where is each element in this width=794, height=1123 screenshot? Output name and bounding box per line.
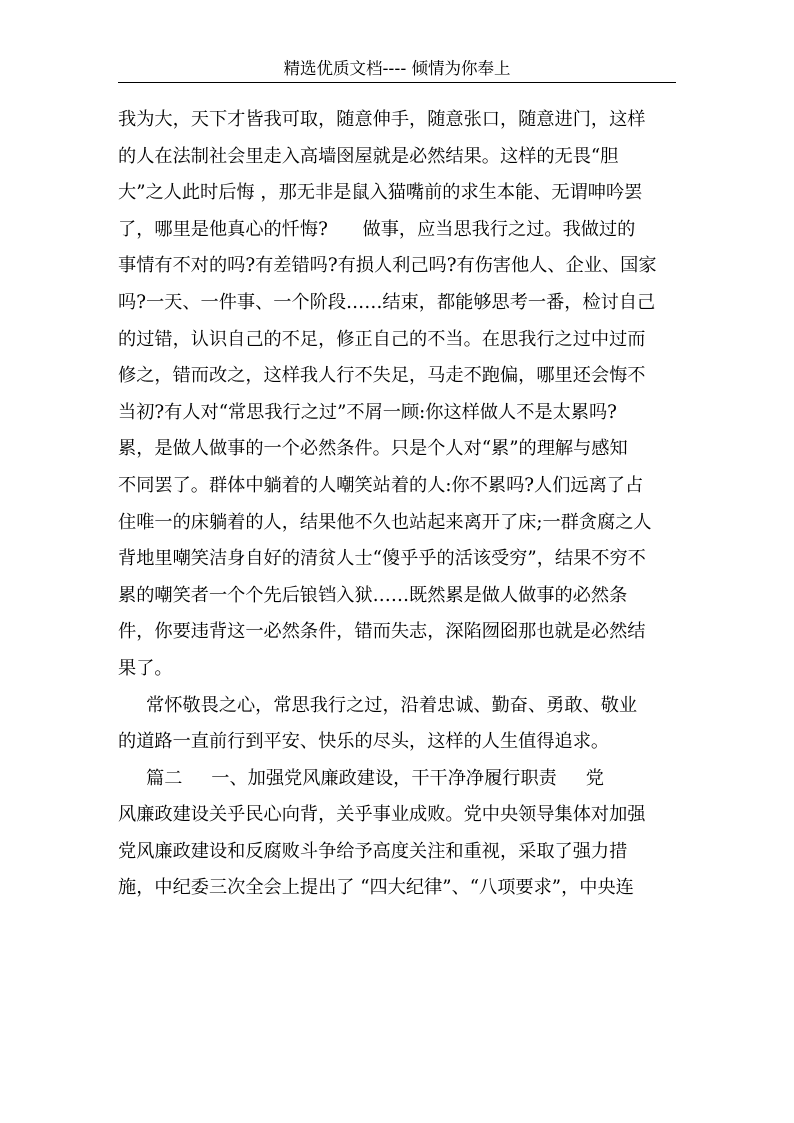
paragraph-first-line: 常怀敬畏之心，常思我行之过，沿着忠诚、勤奋、勇敢、敬业 <box>146 694 638 716</box>
text-line: 修之，错而改之，这样我人行不失足，马走不跑偏，哪里还会悔不 <box>118 365 646 387</box>
text-line: 的人在法制社会里走入高墙囹屋就是必然结果。这样的无畏“胆 <box>118 145 619 167</box>
text-line: 不同罢了。群体中躺着的人嘲笑站着的人:你不累吗?人们远离了占 <box>118 474 644 496</box>
text-line: 果了。 <box>118 657 173 679</box>
text-line: 我为大，天下才皆我可取，随意伸手，随意张口，随意进门，这样 <box>118 109 646 130</box>
text-line: 背地里嘲笑洁身自好的清贫人士“傻乎乎的活该受穷”，结果不穷不 <box>118 548 646 570</box>
text-line: 的过错，认识自己的不足，修正自己的不当。在思我行之过中过而 <box>118 328 646 350</box>
text-line: 吗?一天、一件事、一个阶段……结束，都能够思考一番，检讨自己 <box>118 291 656 313</box>
header-title: 精选优质文档---- 倾情为你奉上 <box>283 59 511 78</box>
text-line: 党风廉政建设和反腐败斗争给予高度关注和重视，采取了强力措 <box>118 840 628 862</box>
text-line: 施，中纪委三次全会上提出了 “四大纪律”、“八项要求”，中央连 <box>118 877 634 899</box>
document-body <box>118 102 678 907</box>
text-line: 当初?有人对“常思我行之过”不屑一顾:你这样做人不是太累吗? <box>118 401 617 423</box>
text-line: 风廉政建设关乎民心向背，关乎事业成败。党中央领导集体对加强 <box>118 804 646 826</box>
text-line: 的道路一直前行到平安、快乐的尽头，这样的人生值得追求。 <box>118 731 610 753</box>
text-line: 了，哪里是他真心的忏悔? 做事，应当思我行之过。我做过的 <box>118 218 636 240</box>
text-line: 大”之人此时后悔 ，那无非是鼠入猫嘴前的求生本能、无谓呻吟罢 <box>118 182 643 204</box>
text-line: 累，是做人做事的一个必然条件。只是个人对“累”的理解与感知 <box>118 438 628 460</box>
section-heading-line: 篇二 一、加强党风廉政建设，干干净净履行职责 党 <box>146 767 604 789</box>
text-line: 累的嘲笑者一个个先后锒铛入狱……既然累是做人做事的必然条 <box>118 584 628 606</box>
page-header <box>118 56 676 83</box>
text-line: 件，你要违背这一必然条件，错而失志，深陷囫囵那也就是必然结 <box>118 621 646 643</box>
text-line: 住唯一的床躺着的人，结果他不久也站起来离开了床;一群贪腐之人 <box>118 511 652 533</box>
text-line: 事情有不对的吗?有差错吗?有损人利己吗?有伤害他人、企业、国家 <box>118 255 657 277</box>
